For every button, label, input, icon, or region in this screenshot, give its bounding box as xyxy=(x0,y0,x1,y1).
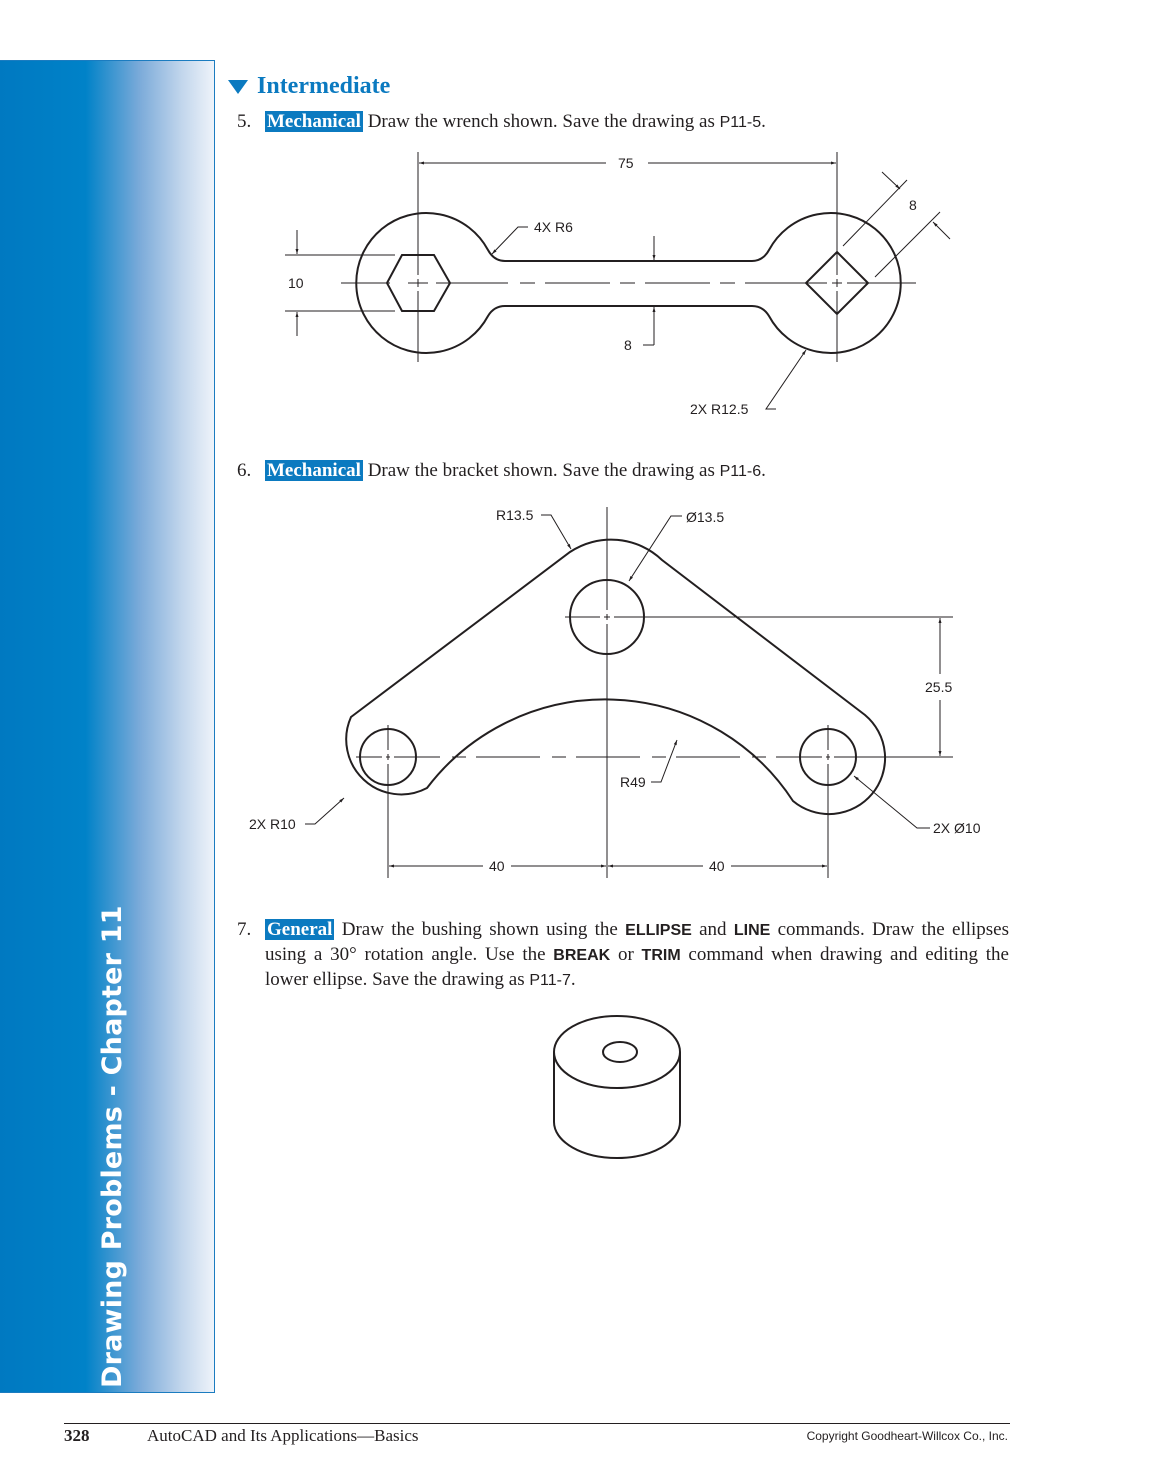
filename: P11-7 xyxy=(529,972,571,989)
dim-r49: R49 xyxy=(620,774,646,790)
page-number: 328 xyxy=(64,1426,90,1445)
dim-75: 75 xyxy=(618,155,634,171)
bracket-figure xyxy=(305,507,953,878)
instruction-text: and xyxy=(691,919,734,940)
filename: P11-6 xyxy=(719,463,762,480)
bushing-figure xyxy=(554,1016,680,1158)
instruction-text: Draw the bracket shown. Save the drawing as xyxy=(362,460,720,481)
dim-40-left: 40 xyxy=(489,858,505,874)
command-break: BREAK xyxy=(553,947,611,964)
instruction-text: Draw the bushing shown using the xyxy=(334,919,626,940)
copyright-notice: Copyright Goodheart-Willcox Co., Inc. xyxy=(806,1429,1008,1443)
dim-dia-13-5: Ø13.5 xyxy=(686,509,725,525)
dim-2x-r10: 2X R10 xyxy=(249,816,296,832)
wrench-dimension-labels xyxy=(288,155,917,417)
problem-number: 5. xyxy=(237,111,252,132)
dim-r13-5: R13.5 xyxy=(496,507,534,523)
dim-10: 10 xyxy=(288,275,304,291)
command-ellipse: ELLIPSE xyxy=(625,922,692,939)
punctuation: . xyxy=(761,460,766,481)
dim-8-square: 8 xyxy=(909,197,917,213)
footer-divider xyxy=(64,1423,1010,1424)
section-title: Intermediate xyxy=(257,73,391,99)
instruction-text: Draw the wrench shown. Save the drawing as xyxy=(362,111,720,132)
command-trim: TRIM xyxy=(641,947,681,964)
instruction-text: commands. Draw the ellipses using a 30° rotation angle. Use the xyxy=(265,919,1010,965)
dim-25-5: 25.5 xyxy=(925,679,953,695)
punctuation: . xyxy=(570,969,576,990)
category-tag: General xyxy=(267,919,333,940)
instruction-text: or xyxy=(610,944,642,965)
punctuation: . xyxy=(761,111,766,132)
dim-4x-r6: 4X R6 xyxy=(534,219,573,235)
dim-2x-r12-5: 2X R12.5 xyxy=(690,401,749,417)
category-tag: Mechanical xyxy=(267,111,361,132)
command-line: LINE xyxy=(733,922,771,939)
instruction-text: command when drawing and editing the lower ellipse. Save the drawing as xyxy=(265,944,1009,990)
bracket-dimension-labels xyxy=(249,507,981,874)
dim-40-right: 40 xyxy=(709,858,725,874)
dim-8-handle: 8 xyxy=(624,337,632,353)
book-title: AutoCAD and Its Applications—Basics xyxy=(147,1426,419,1445)
problem-number: 7. xyxy=(237,919,252,940)
dim-2x-dia-10: 2X Ø10 xyxy=(933,820,981,836)
sidebar-chapter-label: Drawing Problems - Chapter 11 xyxy=(97,905,128,1388)
category-tag: Mechanical xyxy=(267,460,361,481)
wrench-figure xyxy=(285,152,950,409)
filename: P11-5 xyxy=(719,114,762,131)
problem-number: 6. xyxy=(237,460,252,481)
